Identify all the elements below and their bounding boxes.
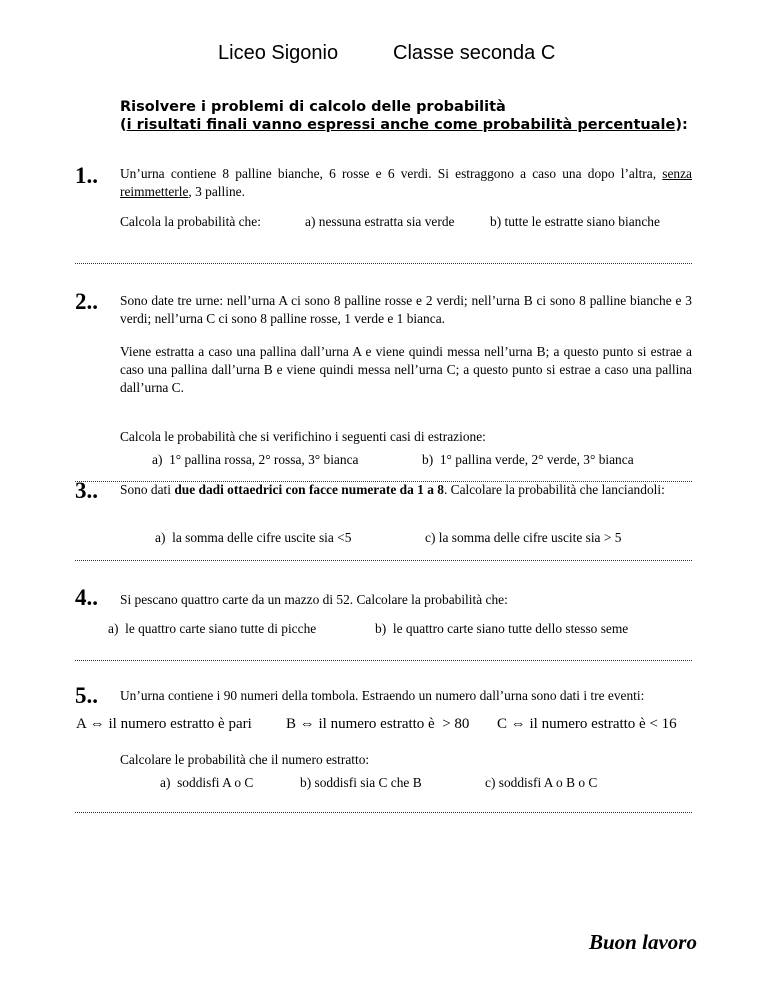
problem-1-option-a: a) nessuna estratta sia verde	[305, 214, 455, 229]
problem-5-question: Calcolare le probabilità che il numero estratto:	[120, 752, 370, 767]
instructions	[120, 98, 688, 134]
instructions-end: ):	[675, 117, 688, 133]
problem-2-option-a: a) 1° pallina rossa, 2° rossa, 3° bianca	[152, 452, 359, 467]
problem-4-option-b: b) le quattro carte siano tutte dello stesso seme	[375, 621, 629, 636]
separator-3	[75, 560, 692, 561]
problem-1-text-underlined: senza reimmetterle	[120, 166, 692, 199]
event-c: C ⇔ il numero estratto è < 16	[497, 716, 677, 732]
problem-1-text-part-2: , 3 palline.	[188, 184, 245, 199]
separator-5	[75, 812, 692, 813]
problem-3-text-bold: due dadi ottaedrici con facce numerate da 1 a 8	[174, 482, 444, 497]
problem-5-option-a: a) soddisfi A o C	[160, 775, 254, 790]
problem-1-text	[120, 165, 692, 201]
problem-1-option-b: b) tutte le estratte siano bianche	[490, 214, 660, 229]
problem-3-text-part-1: Sono dati	[120, 482, 175, 497]
problem-2-number: 2..	[75, 289, 98, 314]
problem-1-text-part-1: Un’urna contiene 8 palline bianche, 6 rosse e 6 verdi. Si estraggono a caso una dopo l’altra,	[120, 166, 663, 181]
school-name: Liceo Sigonio	[218, 42, 339, 64]
event-b: B ⇔ il numero estratto è > 80	[286, 716, 470, 732]
problem-2-option-b: b) 1° pallina verde, 2° verde, 3° bianca	[422, 452, 634, 467]
instructions-line-1: Risolvere i problemi di calcolo delle probabilità	[120, 99, 506, 115]
closing-text: Buon lavoro	[589, 930, 697, 954]
problem-1-number: 1..	[75, 163, 98, 188]
instructions-line-2	[120, 116, 688, 134]
problem-2-paragraph-2: Viene estratta a caso una pallina dall’urna A e viene quindi messa nell’urna B; a questo punto si estrae a caso una pallina dall’urna B e viene quindi messa nell’urna C; a questo punto si estrae a caso una pallina dall’urna C.	[120, 344, 692, 395]
problem-5-option-b: b) soddisfi sia C che B	[300, 775, 422, 790]
problem-4-text: Si pescano quattro carte da un mazzo di 52. Calcolare la probabilità che:	[120, 592, 508, 607]
problem-4-number: 4..	[75, 585, 98, 610]
problem-3-option-a: a) la somma delle cifre uscite sia <5	[155, 530, 352, 545]
paren-open: (	[120, 117, 127, 133]
problem-5-text: Un’urna contiene i 90 numeri della tombola. Estraendo un numero dall’urna sono dati i tre eventi:	[120, 688, 645, 703]
class-name: Classe seconda C	[393, 42, 556, 64]
problem-3-number: 3..	[75, 478, 98, 503]
event-a: A ⇔ il numero estratto è pari	[76, 716, 252, 732]
separator-4	[75, 660, 692, 661]
problem-5-number: 5..	[75, 683, 98, 708]
problem-3-text	[120, 481, 692, 499]
problem-5-option-c: c) soddisfi A o B o C	[485, 775, 598, 790]
problem-1-question: Calcola la probabilità che:	[120, 214, 261, 229]
instructions-underlined: i risultati finali vanno espressi anche come probabilità percentuale	[126, 117, 676, 133]
separator-1	[75, 263, 692, 264]
problem-4-option-a: a) le quattro carte siano tutte di picche	[108, 621, 317, 636]
problem-2-paragraph-1: Sono date tre urne: nell’urna A ci sono 8 palline rosse e 2 verdi; nell’urna B ci sono 8 palline bianche e 3 verdi; nell’urna C ci sono 8 palline rosse, 1 verde e 1 bianca.	[120, 293, 692, 326]
problem-2-question: Calcola le probabilità che si verifichino i seguenti casi di estrazione:	[120, 429, 486, 444]
problem-3-text-part-2: . Calcolare la probabilità che lanciandoli:	[443, 482, 665, 497]
problem-3-option-c: c) la somma delle cifre uscite sia > 5	[425, 530, 622, 545]
